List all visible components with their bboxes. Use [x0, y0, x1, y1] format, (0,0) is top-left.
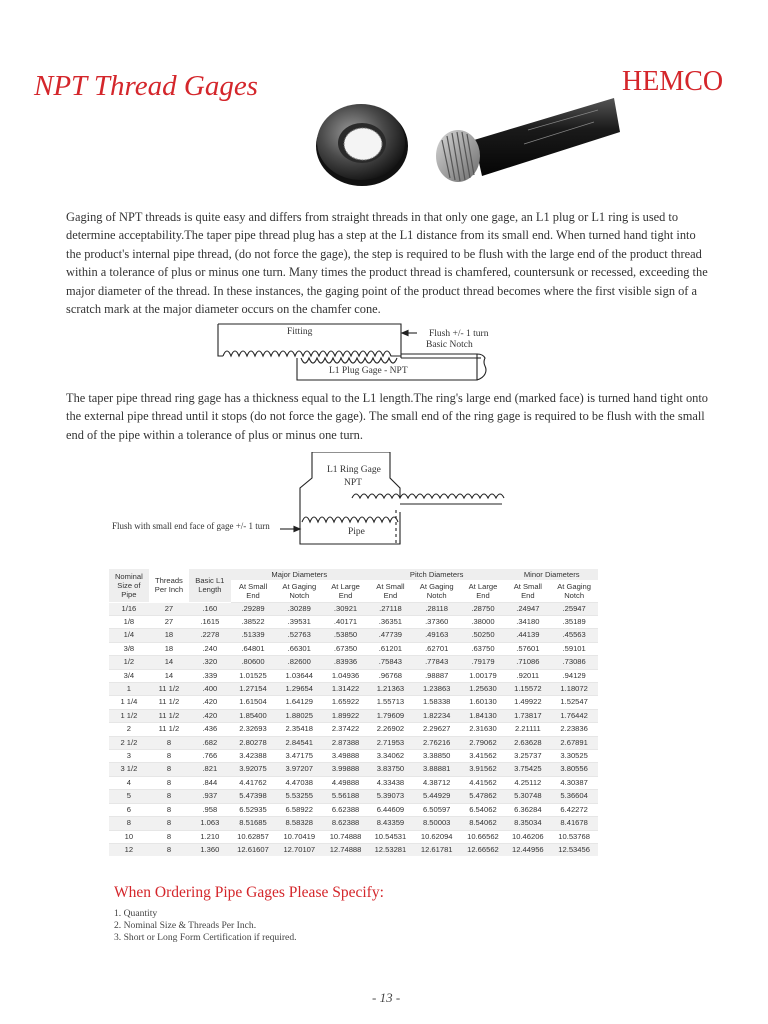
table-row: [109, 817, 598, 830]
table-row: [109, 696, 598, 709]
table-cell: .30921: [323, 602, 368, 615]
table-cell: .39531: [275, 616, 323, 629]
table-cell: .77843: [413, 656, 461, 669]
table-cell: 5.53255: [275, 790, 323, 803]
table-cell: 8: [149, 736, 189, 749]
table-cell: 1.23863: [413, 683, 461, 696]
table-cell: 3.49888: [323, 750, 368, 763]
table-cell: 11 1/2: [149, 709, 189, 722]
table-cell: 2.35418: [275, 723, 323, 736]
table-cell: 12.66562: [461, 843, 506, 856]
table-cell: .73086: [550, 656, 598, 669]
header-minor-small-end: At Small End: [513, 582, 542, 601]
table-row: [109, 776, 598, 789]
table-body: [109, 602, 598, 856]
table-cell: 4.47038: [275, 776, 323, 789]
table-cell: 14: [149, 669, 189, 682]
table-cell: .94129: [550, 669, 598, 682]
table-cell: 3.80556: [550, 763, 598, 776]
header-pitch-diameters: Pitch Diameters: [368, 569, 505, 581]
table-cell: 27: [149, 602, 189, 615]
table-cell: .75843: [368, 656, 413, 669]
table-cell: 1.29654: [275, 683, 323, 696]
table-cell: 27: [149, 616, 189, 629]
table-row: [109, 616, 598, 629]
table-cell: .40171: [323, 616, 368, 629]
ordering-heading: When Ordering Pipe Gages Please Specify:: [114, 884, 384, 901]
table-cell: 8.62388: [323, 817, 368, 830]
table-cell: 5.47398: [231, 790, 276, 803]
table-cell: 1.55713: [368, 696, 413, 709]
table-cell: 3.30525: [550, 750, 598, 763]
table-cell: 3.91562: [461, 763, 506, 776]
table-cell: 1.04936: [323, 669, 368, 682]
table-cell: .82600: [275, 656, 323, 669]
table-cell: 6.44609: [368, 803, 413, 816]
table-cell: 11 1/2: [149, 683, 189, 696]
table-cell: 6.58922: [275, 803, 323, 816]
table-cell: 2.32693: [231, 723, 276, 736]
table-cell: 1.65922: [323, 696, 368, 709]
table-cell: 18: [149, 629, 189, 642]
table-cell: 8: [149, 830, 189, 843]
table-cell: 8: [149, 817, 189, 830]
table-cell: 5.47862: [461, 790, 506, 803]
flush-label: Flush +/- 1 turn: [429, 329, 489, 339]
plug-gage-diagram: [205, 318, 515, 388]
table-cell: 5.44929: [413, 790, 461, 803]
table-cell: .57601: [505, 642, 550, 655]
table-cell: .96768: [368, 669, 413, 682]
table-cell: 2.84541: [275, 736, 323, 749]
table-cell: 1/2: [109, 656, 149, 669]
basic-notch-label: Basic Notch: [426, 340, 473, 350]
table-cell: 2.80278: [231, 736, 276, 749]
table-cell: 2.26902: [368, 723, 413, 736]
table-cell: 1.85400: [231, 709, 276, 722]
table-cell: 2.76216: [413, 736, 461, 749]
table-cell: 1.21363: [368, 683, 413, 696]
table-cell: .49163: [413, 629, 461, 642]
table-cell: 8: [149, 763, 189, 776]
table-cell: .80600: [231, 656, 276, 669]
header-major-diameters: Major Diameters: [231, 569, 368, 581]
table-cell: 6.52935: [231, 803, 276, 816]
table-cell: 10.62857: [231, 830, 276, 843]
intro-paragraph: Gaging of NPT threads is quite easy and differs from straight threads in that only one gage, an L1 plug or L1 ring is used to determine acceptability.The taper pipe thread plug has a step at the L1 distance from its small end. When turned hand tight into the product's internal pipe thread, (do not force the gage), the step is required to be flush with the large end of the product thread within a tolerance of plus or minus one turn. Many times the product thread is chamfered, countersunk or recessed, exceeding the major diameter of the thread. In these instances, the gaging point of the product thread becomes where the first visible sign of a scratch mark at the major diameter occurs on the chamfer cone.: [66, 210, 708, 317]
table-cell: 1.31422: [323, 683, 368, 696]
table-row: [109, 830, 598, 843]
ring-gage-photo: [312, 98, 412, 188]
table-cell: .34180: [505, 616, 550, 629]
table-cell: .37360: [413, 616, 461, 629]
table-cell: .53850: [323, 629, 368, 642]
table-cell: 1.360: [189, 843, 230, 856]
table-cell: 3/8: [109, 642, 149, 655]
table-cell: 5.56188: [323, 790, 368, 803]
table-cell: 10.66562: [461, 830, 506, 843]
header-minor-diameters: Minor Diameters: [505, 569, 598, 581]
table-cell: .61201: [368, 642, 413, 655]
header-minor-gaging-notch: At Gaging Notch: [557, 582, 592, 601]
table-cell: 4.30387: [550, 776, 598, 789]
table-cell: 4.49888: [323, 776, 368, 789]
table-cell: 6.50597: [413, 803, 461, 816]
table-cell: 1.79609: [368, 709, 413, 722]
table-cell: .29289: [231, 602, 276, 615]
table-cell: 2.31630: [461, 723, 506, 736]
header-nominal-size: Nominal Size of Pipe: [109, 569, 149, 602]
table-cell: 2.63628: [505, 736, 550, 749]
table-cell: 6.62388: [323, 803, 368, 816]
table-cell: .59101: [550, 642, 598, 655]
table-row: [109, 709, 598, 722]
table-row: [109, 763, 598, 776]
table-cell: 4.25112: [505, 776, 550, 789]
ring-gage-npt-label: NPT: [344, 478, 362, 488]
table-row: [109, 843, 598, 856]
table-cell: 2.29627: [413, 723, 461, 736]
table-row: [109, 750, 598, 763]
table-cell: 1.82234: [413, 709, 461, 722]
table-cell: 6: [109, 803, 149, 816]
table-cell: 12.53456: [550, 843, 598, 856]
table-cell: 1 1/4: [109, 696, 149, 709]
table-cell: 1.76442: [550, 709, 598, 722]
table-cell: 12.74888: [323, 843, 368, 856]
header-major-small-end: At Small End: [238, 582, 268, 601]
table-cell: .2278: [189, 629, 230, 642]
table-cell: 2.71953: [368, 736, 413, 749]
table-cell: 8.41678: [550, 817, 598, 830]
table-cell: .45563: [550, 629, 598, 642]
table-cell: 10.74888: [323, 830, 368, 843]
table-cell: 6.36284: [505, 803, 550, 816]
table-cell: .44139: [505, 629, 550, 642]
table-cell: 1.52547: [550, 696, 598, 709]
table-cell: 6.42272: [550, 803, 598, 816]
table-cell: .38522: [231, 616, 276, 629]
table-row: [109, 656, 598, 669]
table-cell: .1615: [189, 616, 230, 629]
table-cell: .79179: [461, 656, 506, 669]
table-cell: .36351: [368, 616, 413, 629]
table-cell: 10.54531: [368, 830, 413, 843]
table-cell: 12.53281: [368, 843, 413, 856]
table-row: [109, 602, 598, 615]
table-cell: .27118: [368, 602, 413, 615]
table-cell: 1.89922: [323, 709, 368, 722]
table-cell: 8: [149, 790, 189, 803]
table-cell: .67350: [323, 642, 368, 655]
table-cell: 4.38712: [413, 776, 461, 789]
table-cell: 8.35034: [505, 817, 550, 830]
header-pitch-large-end: At Large End: [468, 582, 498, 601]
npt-dimensions-table: [109, 569, 598, 856]
table-cell: .28750: [461, 602, 506, 615]
ring-gage-label: L1 Ring Gage: [327, 465, 381, 475]
table-cell: 8.50003: [413, 817, 461, 830]
table-cell: 12.61781: [413, 843, 461, 856]
table-cell: 1.01525: [231, 669, 276, 682]
table-cell: 12: [109, 843, 149, 856]
table-cell: 10.62094: [413, 830, 461, 843]
table-cell: 1.73817: [505, 709, 550, 722]
table-cell: 1.210: [189, 830, 230, 843]
table-cell: 2.37422: [323, 723, 368, 736]
table-cell: .436: [189, 723, 230, 736]
table-cell: 8: [149, 776, 189, 789]
table-row: [109, 629, 598, 642]
table-cell: 11 1/2: [149, 723, 189, 736]
table-cell: .63750: [461, 642, 506, 655]
table-cell: 4.33438: [368, 776, 413, 789]
table-cell: 1.61504: [231, 696, 276, 709]
list-item: 2. Nominal Size & Threads Per Inch.: [114, 920, 257, 931]
page-title: NPT Thread Gages: [34, 70, 258, 102]
table-cell: 8.58328: [275, 817, 323, 830]
table-cell: 1 1/2: [109, 709, 149, 722]
table-cell: 1.27154: [231, 683, 276, 696]
table-cell: .92011: [505, 669, 550, 682]
ring-paragraph: The taper pipe thread ring gage has a thickness equal to the L1 length.The ring's large end (marked face) is turned hand tight onto the external pipe thread until it stops (do not force the gage). The small end of the ring gage is required to be flush with the small end of the pipe within a tolerance of plus or minus one turn.: [66, 391, 708, 442]
table-cell: 5.30748: [505, 790, 550, 803]
table-cell: .400: [189, 683, 230, 696]
table-cell: 3.47175: [275, 750, 323, 763]
table-cell: 1.58338: [413, 696, 461, 709]
table-cell: 8: [149, 843, 189, 856]
table-cell: 2.87388: [323, 736, 368, 749]
table-cell: 8.51685: [231, 817, 276, 830]
header-basic-length: Basic L1 Length: [189, 569, 230, 602]
header-pitch-small-end: At Small End: [376, 582, 405, 601]
table-cell: .682: [189, 736, 230, 749]
table-cell: 8: [109, 817, 149, 830]
table-cell: 12.44956: [505, 843, 550, 856]
table-cell: 8.43359: [368, 817, 413, 830]
table-cell: .30289: [275, 602, 323, 615]
table-cell: 1.60130: [461, 696, 506, 709]
table-cell: 5.39073: [368, 790, 413, 803]
table-cell: .937: [189, 790, 230, 803]
list-item: 3. Short or Long Form Certification if required.: [114, 932, 297, 943]
table-cell: .320: [189, 656, 230, 669]
table-row: [109, 669, 598, 682]
table-cell: 8: [149, 750, 189, 763]
table-cell: .821: [189, 763, 230, 776]
table-cell: 11 1/2: [149, 696, 189, 709]
table-cell: .51339: [231, 629, 276, 642]
table-row: [109, 723, 598, 736]
brand-name: HEMCO: [622, 66, 724, 97]
table-cell: 1.063: [189, 817, 230, 830]
table-cell: 3.41562: [461, 750, 506, 763]
table-cell: .28118: [413, 602, 461, 615]
table-cell: .958: [189, 803, 230, 816]
table-row: [109, 790, 598, 803]
table-cell: 2 1/2: [109, 736, 149, 749]
table-cell: 2.21111: [505, 723, 550, 736]
table-cell: 8.54062: [461, 817, 506, 830]
plug-gage-label: L1 Plug Gage - NPT: [329, 366, 408, 376]
table-cell: 1.84130: [461, 709, 506, 722]
table-cell: 14: [149, 656, 189, 669]
table-cell: .62701: [413, 642, 461, 655]
table-cell: 1.18072: [550, 683, 598, 696]
table-row: [109, 736, 598, 749]
table-row: [109, 642, 598, 655]
header-pitch-gaging-notch: At Gaging Notch: [419, 582, 454, 601]
fitting-label: Fitting: [287, 327, 313, 337]
ring-gage-diagram: [112, 452, 552, 552]
pipe-label: Pipe: [348, 527, 365, 537]
table-cell: 10.46206: [505, 830, 550, 843]
table-cell: .35189: [550, 616, 598, 629]
table-cell: 3.75425: [505, 763, 550, 776]
table-cell: 3: [109, 750, 149, 763]
table-cell: 10.53768: [550, 830, 598, 843]
header-threads-per-inch: Threads Per Inch: [149, 569, 189, 602]
table-cell: 3.25737: [505, 750, 550, 763]
table-cell: 12.61607: [231, 843, 276, 856]
table-cell: 3.83750: [368, 763, 413, 776]
table-cell: 18: [149, 642, 189, 655]
table-cell: 12.70107: [275, 843, 323, 856]
table-cell: 2.79062: [461, 736, 506, 749]
table-cell: 5.36604: [550, 790, 598, 803]
table-cell: 1/8: [109, 616, 149, 629]
table-cell: 2.23836: [550, 723, 598, 736]
plug-gage-photo: [428, 92, 620, 184]
table-row: [109, 683, 598, 696]
list-item: 1. Quantity: [114, 908, 158, 919]
table-cell: 6.54062: [461, 803, 506, 816]
table-cell: 1.25630: [461, 683, 506, 696]
table-cell: .240: [189, 642, 230, 655]
table-cell: 2: [109, 723, 149, 736]
table-cell: 1.15572: [505, 683, 550, 696]
table-cell: .64801: [231, 642, 276, 655]
table-cell: .420: [189, 696, 230, 709]
page-number: - 13 -: [372, 990, 401, 1005]
table-cell: .160: [189, 602, 230, 615]
table-cell: 4: [109, 776, 149, 789]
table-cell: .339: [189, 669, 230, 682]
table-cell: 3.97207: [275, 763, 323, 776]
table-cell: .98887: [413, 669, 461, 682]
table-cell: 10: [109, 830, 149, 843]
table-cell: 1.03644: [275, 669, 323, 682]
ordering-list: [114, 908, 297, 944]
table-cell: 3/4: [109, 669, 149, 682]
table-cell: 1/4: [109, 629, 149, 642]
table-cell: 4.41562: [461, 776, 506, 789]
table-cell: 8: [149, 803, 189, 816]
table-cell: 3.88881: [413, 763, 461, 776]
table-cell: 10.70419: [275, 830, 323, 843]
table-cell: .38000: [461, 616, 506, 629]
table-cell: .844: [189, 776, 230, 789]
table-cell: 1: [109, 683, 149, 696]
table-row: [109, 803, 598, 816]
table-cell: .66301: [275, 642, 323, 655]
table-cell: 3.99888: [323, 763, 368, 776]
ring-flush-label: Flush with small end face of gage +/- 1 turn: [112, 521, 270, 531]
header-major-gaging-notch: At Gaging Notch: [282, 582, 317, 601]
table-cell: .420: [189, 709, 230, 722]
table-cell: 3 1/2: [109, 763, 149, 776]
table-cell: .52763: [275, 629, 323, 642]
table-cell: .25947: [550, 602, 598, 615]
table-cell: 1.00179: [461, 669, 506, 682]
table-cell: 3.38850: [413, 750, 461, 763]
table-cell: .766: [189, 750, 230, 763]
table-cell: 3.92075: [231, 763, 276, 776]
table-cell: 2.67891: [550, 736, 598, 749]
table-cell: .47739: [368, 629, 413, 642]
table-cell: 1.64129: [275, 696, 323, 709]
table-cell: 1/16: [109, 602, 149, 615]
table-cell: 5: [109, 790, 149, 803]
table-cell: .83936: [323, 656, 368, 669]
table-cell: 4.41762: [231, 776, 276, 789]
table-cell: .71086: [505, 656, 550, 669]
table-cell: .24947: [505, 602, 550, 615]
table-cell: 1.49922: [505, 696, 550, 709]
header-major-large-end: At Large End: [331, 582, 360, 601]
table-cell: .50250: [461, 629, 506, 642]
table-cell: 3.42388: [231, 750, 276, 763]
table-cell: 1.88025: [275, 709, 323, 722]
table-cell: 3.34062: [368, 750, 413, 763]
